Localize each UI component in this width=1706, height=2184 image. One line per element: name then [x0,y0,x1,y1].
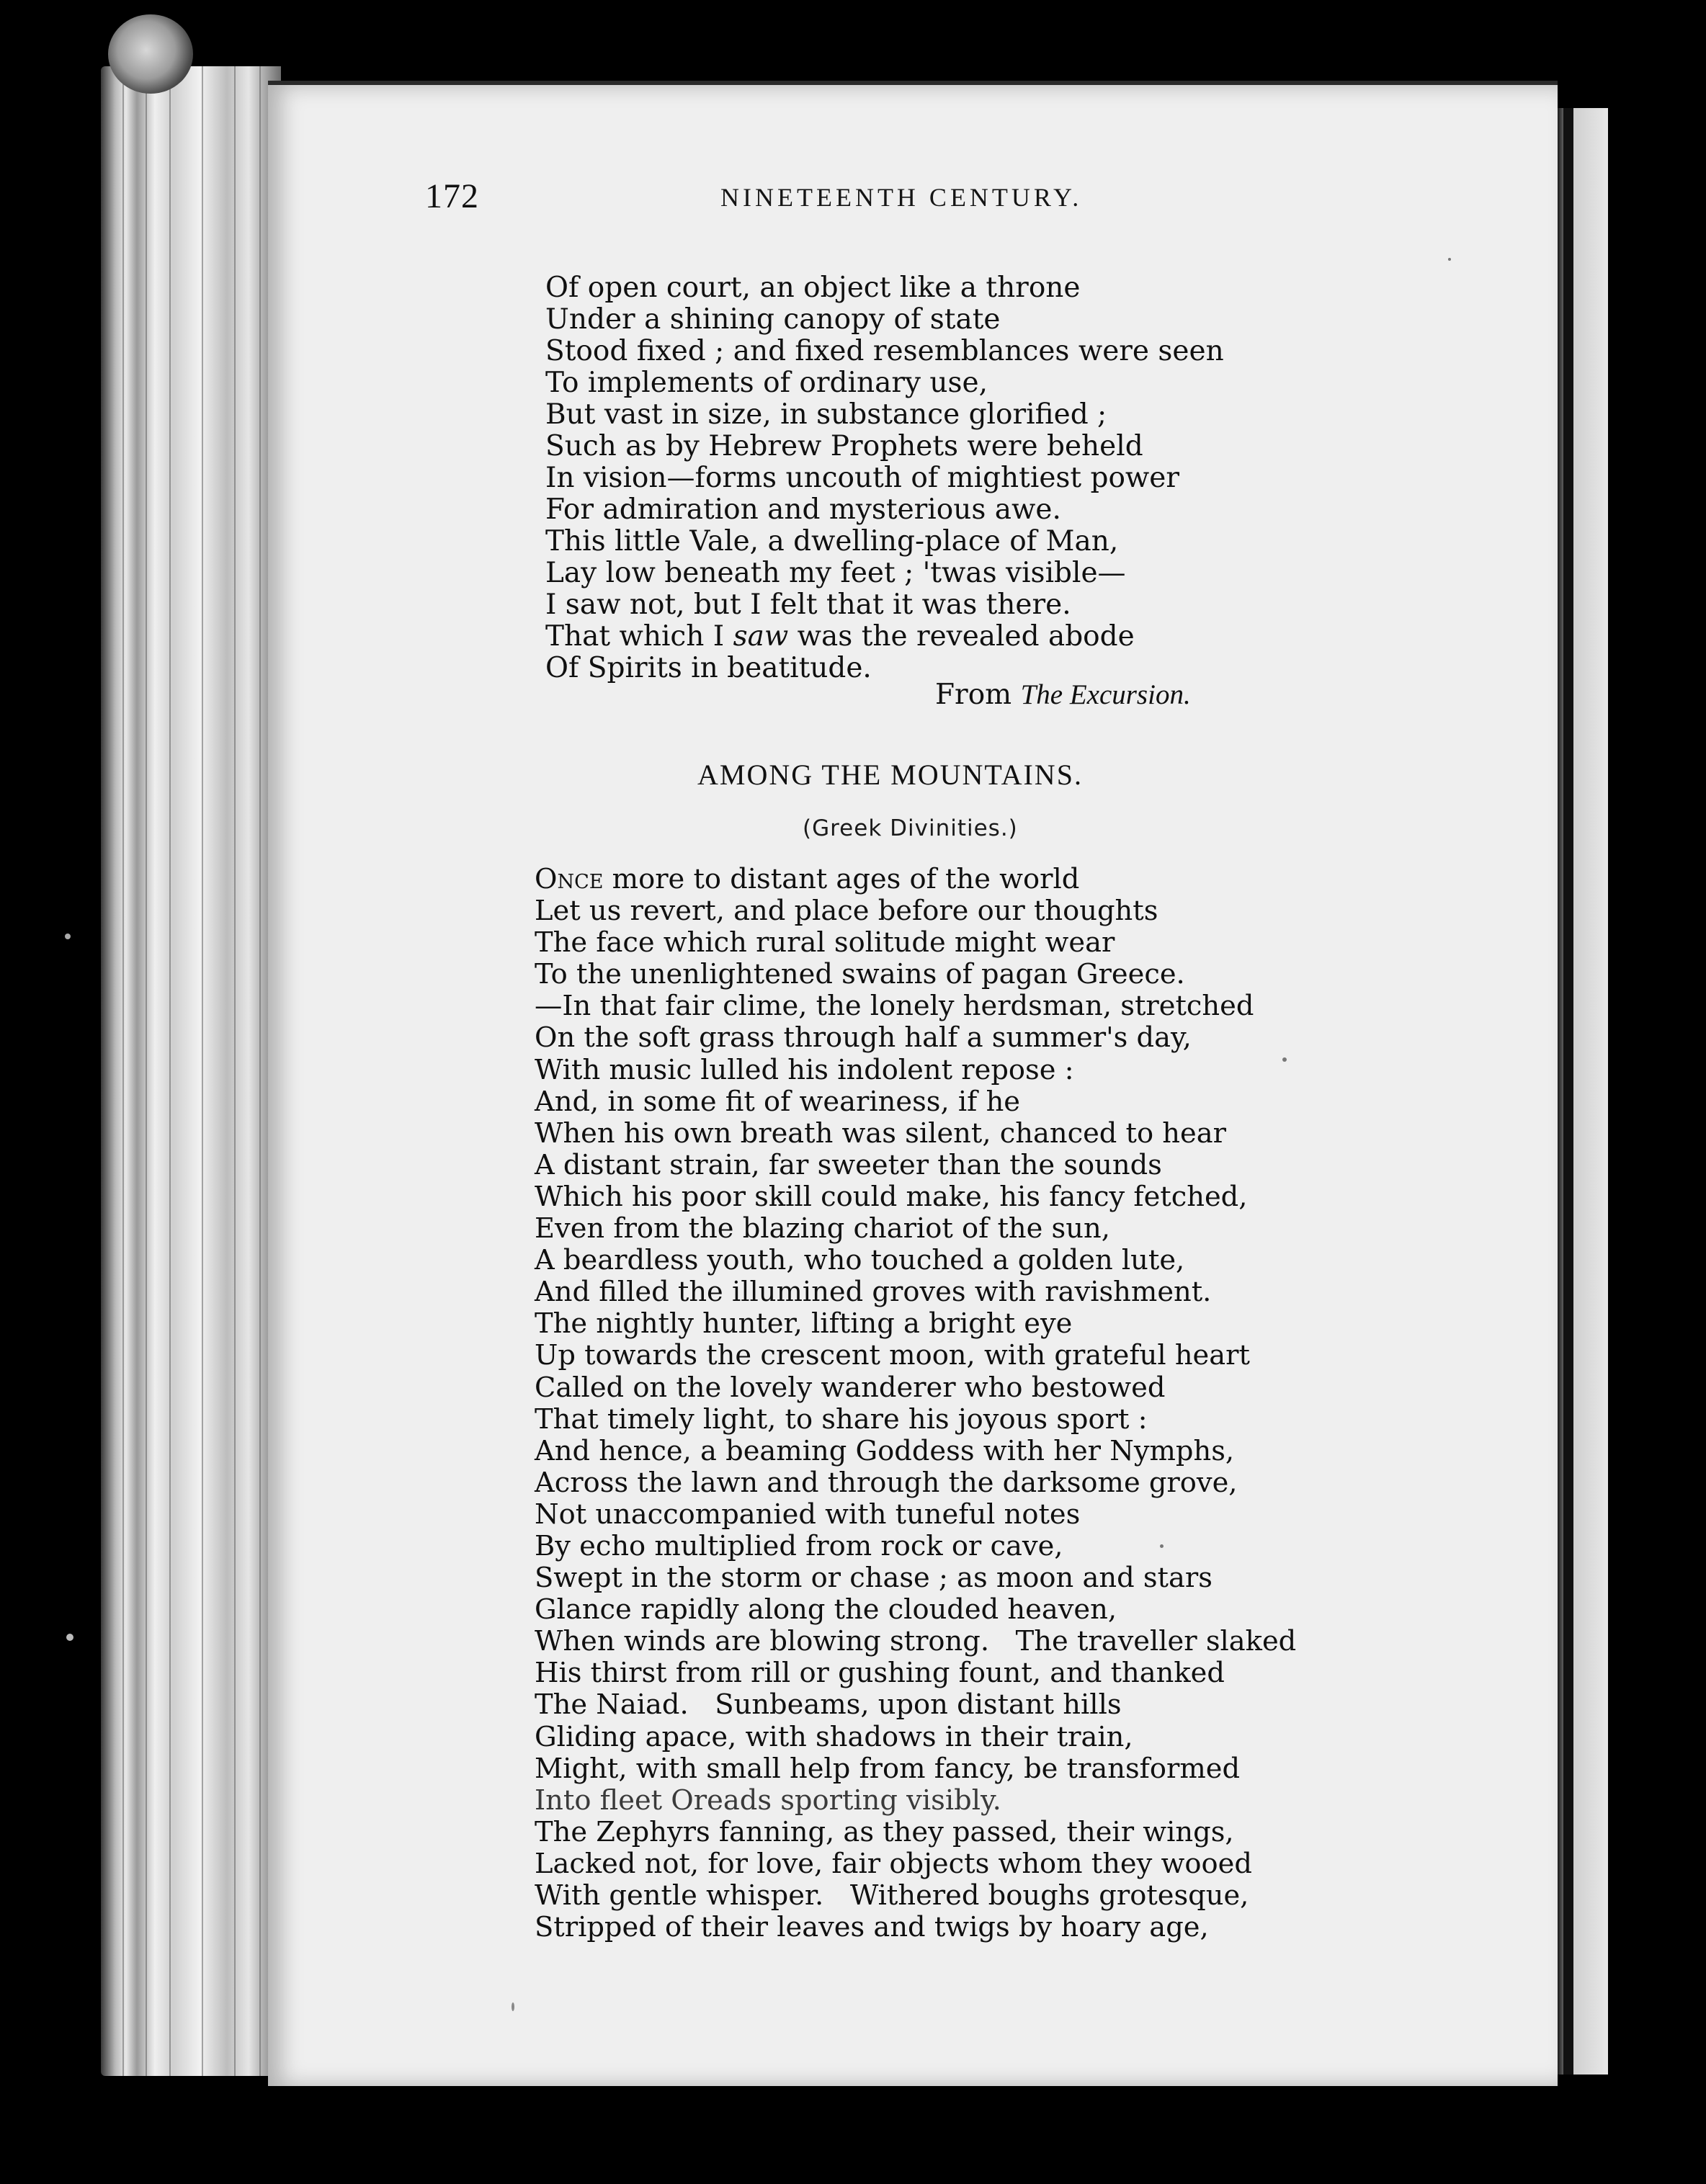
verse-line: A distant strain, far sweeter than the sounds [535,1148,1162,1181]
page-number: 172 [425,177,479,215]
verse-line: Up towards the crescent moon, with grateful heart [535,1339,1250,1372]
verse-line: In vision—forms uncouth of mightiest power [545,462,1180,494]
verse-line: When his own breath was silent, chanced to hear [535,1116,1226,1150]
dust-speck [1282,1057,1287,1062]
excerpt-two-verse [535,864,1296,1943]
verse-line: With gentle whisper. Withered boughs grotesque, [535,1879,1249,1912]
library-stamp-mark [108,14,193,94]
verse-line-end: was the revealed abode [788,620,1135,653]
dust-speck [66,1634,73,1641]
verse-line: Stood fixed ; and fixed resemblances were seen [545,335,1224,367]
verse-line: Stripped of their leaves and twigs by hoary age, [535,1911,1209,1944]
poem-title: AMONG THE MOUNTAINS. [697,758,1083,791]
verse-line: To the unenlightened swains of pagan Greece. [535,958,1185,991]
verse-line: With music lulled his indolent repose : [535,1053,1074,1086]
verse-line: The Zephyrs fanning, as they passed, their wings, [535,1815,1234,1848]
verse-line: His thirst from rill or gushing fount, and thanked [535,1657,1225,1690]
verse-line: Under a shining canopy of state [545,303,1001,336]
verse-line: Might, with small help from fancy, be transformed [535,1752,1241,1785]
initial-small-caps: Once [535,863,604,895]
excerpt-source [935,679,1191,711]
verse-line: And filled the illumined groves with ravishment. [535,1276,1212,1309]
verse-line: And hence, a beaming Goddess with her Nymphs, [535,1434,1235,1467]
gutter-shadow [1563,108,1573,2075]
verse-line: Even from the blazing chariot of the sun, [535,1212,1110,1245]
verse-line: But vast in size, in substance glorified ; [545,398,1107,431]
verse-line: To implements of ordinary use, [545,367,988,399]
verse-line: Into fleet Oreads sporting visibly. [535,1784,1001,1817]
running-header [425,176,1412,227]
verse-line: By echo multiplied from rock or cave, [535,1529,1063,1562]
running-title: NINETEENTH CENTURY. [720,183,1083,212]
verse-italic-word: saw [733,620,789,653]
verse-line: Gliding apace, with shadows in their train, [535,1720,1133,1753]
excerpt-one-verse [545,272,1224,684]
verse-line: Called on the lovely wanderer who bestowed [535,1371,1166,1404]
verse-line: The nightly hunter, lifting a bright eye [535,1307,1073,1341]
verse-line: On the soft grass through half a summer's day, [535,1021,1192,1055]
verse-line: This little Vale, a dwelling-place of Man, [545,525,1119,558]
verse-line: That timely light, to share his joyous sport : [535,1402,1148,1436]
verse-line: For admiration and mysterious awe. [545,493,1061,526]
book-page-edges [101,66,281,2076]
verse-line: Of open court, an object like a throne [545,272,1081,304]
dust-speck [512,2002,514,2011]
source-prefix: From [935,679,1021,711]
verse-line: A beardless youth, who touched a golden lute, [535,1244,1185,1277]
verse-line [535,864,1296,895]
verse-line: Of Spirits in beatitude. [545,652,872,684]
verse-line-rest: more to distant ages of the world [603,863,1080,895]
verse-line: Lacked not, for love, fair objects whom they wooed [535,1847,1252,1880]
dust-speck [1448,258,1451,261]
verse-line: Which his poor skill could make, his fancy fetched, [535,1180,1248,1213]
verse-line: Such as by Hebrew Prophets were beheld [545,430,1143,462]
verse-line: I saw not, but I felt that it was there. [545,588,1071,621]
verse-line [545,621,1224,653]
source-title: The Excursion. [1020,679,1191,710]
verse-line: When winds are blowing strong. The traveller slaked [535,1625,1297,1658]
verse-line: Lay low beneath my feet ; 'twas visible— [545,557,1126,589]
verse-line-start: That which I [545,620,733,653]
dust-speck [1160,1544,1164,1548]
poem-subtitle: (Greek Divinities.) [803,815,1018,841]
verse-line: The Naiad. Sunbeams, upon distant hills [535,1688,1122,1722]
verse-line: Let us revert, and place before our thoughts [535,895,1158,928]
verse-line: Swept in the storm or chase ; as moon and stars [535,1562,1212,1595]
verse-line: Not unaccompanied with tuneful notes [535,1498,1081,1531]
verse-line: Glance rapidly along the clouded heaven, [535,1593,1117,1626]
verse-line: —In that fair clime, the lonely herdsman, stretched [535,990,1254,1023]
verse-line: The face which rural solitude might wear [535,926,1115,959]
verse-line: Across the lawn and through the darksome grove, [535,1466,1238,1499]
dust-speck [65,934,71,939]
verse-line: And, in some fit of weariness, if he [535,1085,1021,1118]
